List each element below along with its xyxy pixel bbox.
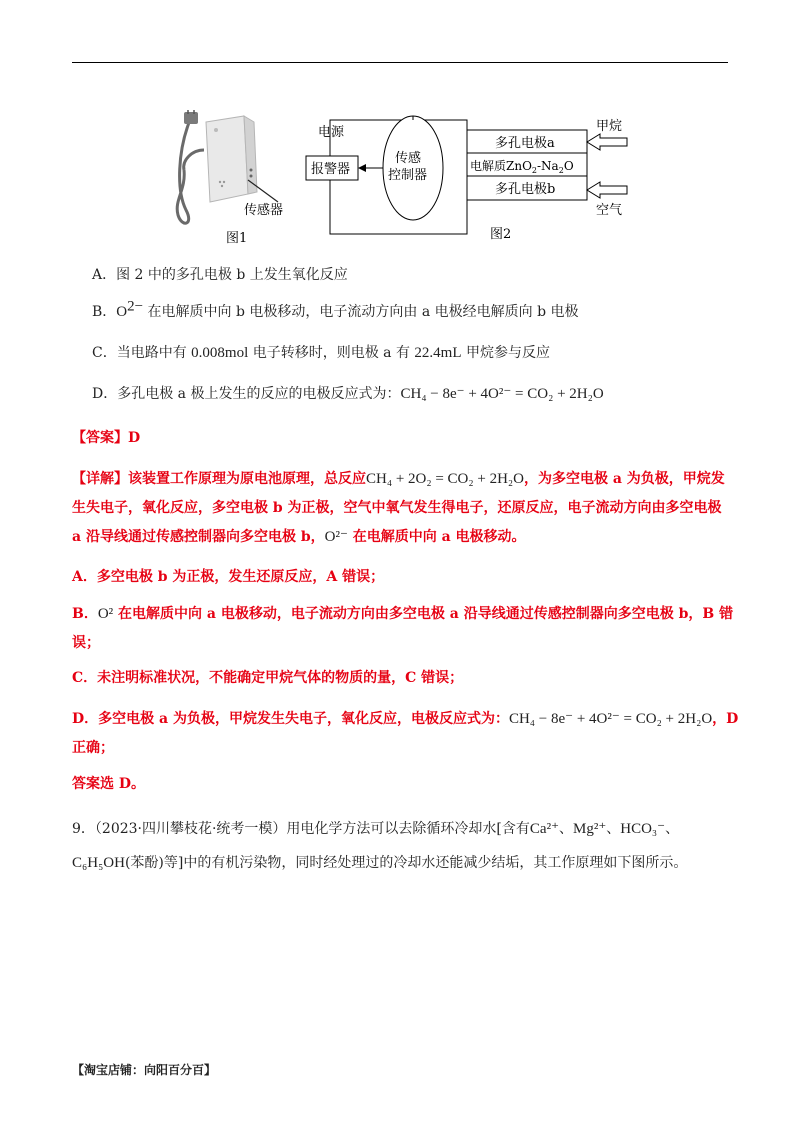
option-d: D．多孔电极 a 极上发生的反应的电极反应式为：CH₄ − 8e⁻ + 4O²⁻ = CO₂ + 2H₂O (92, 386, 604, 402)
detail-line-3: a 沿导线通过传感控制器向多空电极 b，O²⁻ 在电解质中向 a 电极移动。 (72, 529, 526, 545)
controller-label-2: 控制器 (388, 168, 428, 183)
footer-store: 【淘宝店铺：向阳百分百】 (72, 1063, 217, 1077)
header-rule (72, 62, 728, 63)
question-9-line-1: 9．（2023·四川攀枝花·统考一模）用电化学方法可以去除循环冷却水[含有Ca²⁺、Mg²⁺、HCO₃⁻、 (72, 821, 680, 837)
option-a: A．图 2 中的多孔电极 b 上发生氧化反应 (92, 267, 348, 283)
detail-a: A．多空电极 b 为正极，发生还原反应，A 错误； (72, 569, 385, 585)
figure-1 (168, 110, 308, 245)
detail-final: 答案选 D。 (72, 776, 146, 792)
detail-line-2: 生失电子，氧化反应，多空电极 b 为正极，空气中氧气发生得电子，还原反应，电子流动方向由多空电极 (72, 500, 722, 516)
electrolyte-label: 电解质$ZnO_2-Na_2O$ (470, 159, 574, 175)
air-label: 空气 (596, 203, 623, 218)
electrode-b-label: 多孔电极b (495, 182, 556, 197)
methane-arrow-icon (587, 134, 627, 150)
methane-label: 甲烷 (596, 119, 623, 134)
fig1-sensor-label: 传感器 (244, 203, 284, 218)
detail-c: C．未注明标准状况，不能确定甲烷气体的物质的量，C 错误； (72, 670, 464, 686)
fig1-caption: 图1 (226, 231, 248, 245)
air-arrow-icon (587, 182, 627, 198)
question-9-line-2: C₆H₅OH(苯酚)等]中的有机污染物，同时经处理过的冷却水还能减少结垢，其工作原理如下图所示。 (72, 855, 688, 871)
power-label: 电源 (318, 125, 345, 140)
option-b: B．$O^{2-}$ 在电解质中向 b 电极移动，电子流动方向由 a 电极经电解质向 b 电极 (92, 298, 579, 320)
detail-d: D．多空电极 a 为负极，甲烷发生失电子，氧化反应，电极反应式为：CH₄ − 8e⁻ + 4O²⁻ = CO₂ + 2H₂O，D (72, 711, 739, 727)
controller-label-1: 传感 (395, 151, 422, 166)
electrode-a-label: 多孔电极a (495, 136, 555, 151)
alarm-label: 报警器 (311, 162, 351, 177)
detail-line-1: 【详解】该装置工作原理为原电池原理，总反应CH₄ + 2O₂ = CO₂ + 2H₂O，为多空电极 a 为负极，甲烷发 (72, 471, 725, 487)
fig2-caption: 图2 (490, 227, 512, 242)
option-c: C．当电路中有 0.008mol 电子转移时，则电极 a 有 22.4mL 甲烷参与反应 (92, 345, 550, 361)
detail-d-line-2: 正确； (72, 740, 114, 756)
answer-label: 【答案】D (72, 430, 141, 446)
figure-2 (300, 110, 640, 245)
detail-b-line-2: 误； (72, 635, 100, 651)
detail-b: B．O² 在电解质中向 a 电极移动，电子流动方向由多空电极 a 沿导线通过传感控制器向多空电极 b，B 错 (72, 606, 734, 622)
